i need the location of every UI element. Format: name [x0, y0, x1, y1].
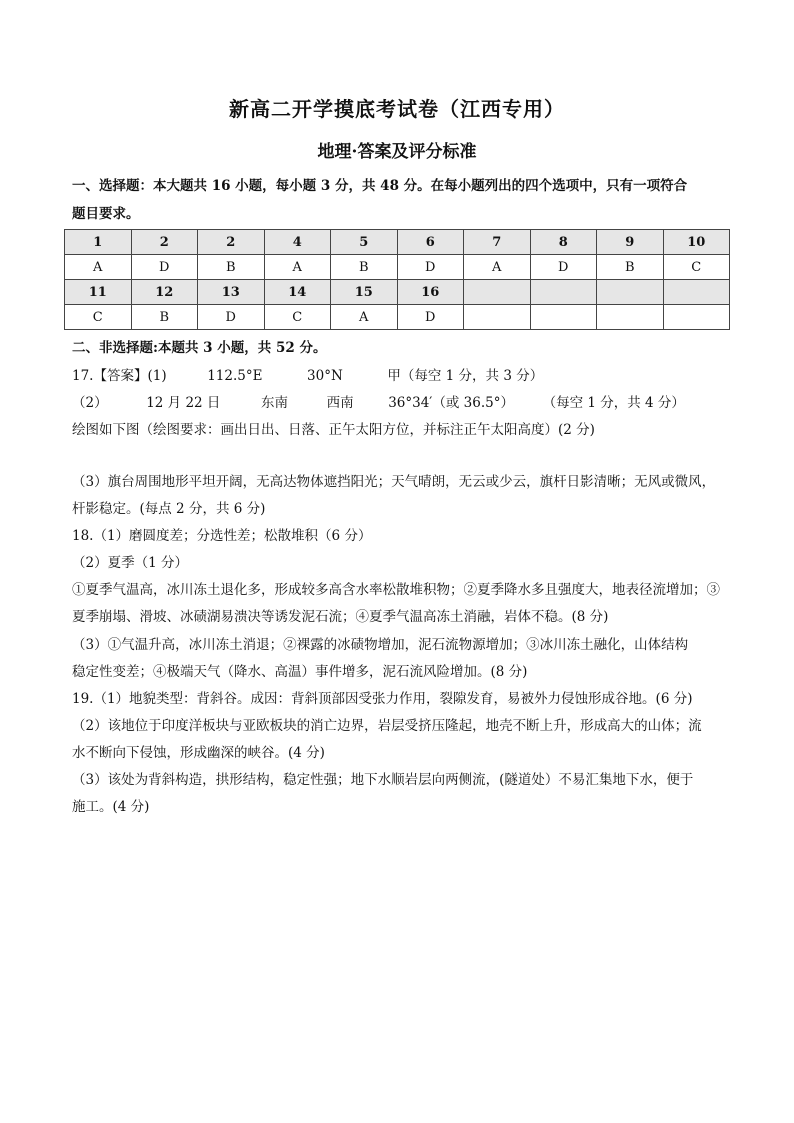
question-number-cell: 10	[663, 230, 730, 255]
q17-part1-longitude: 112.5°E	[207, 368, 263, 384]
q18-part2: （2）夏季（1 分）	[72, 555, 188, 571]
q17-part1-label: 17.【答案】(1)	[72, 368, 167, 384]
answer-cell: B	[597, 255, 664, 280]
q17-part2-date: 12 月 22 日	[146, 395, 221, 411]
q17-part1	[72, 364, 543, 384]
answer-cell: C	[663, 255, 730, 280]
answer-cell: C	[65, 305, 132, 330]
answer-cell	[663, 305, 730, 330]
q17-part2-sunrise-direction: 东南	[261, 395, 289, 411]
question-number-cell: 13	[198, 280, 265, 305]
answer-cell: D	[397, 305, 464, 330]
answer-cell	[530, 305, 597, 330]
document-subtitle: 地理·答案及评分标准	[317, 142, 477, 162]
section1-instructions-line1: 一、选择题：本大题共 16 小题，每小题 3 分，共 48 分。在每小题列出的四个选项中，只有一项符合	[72, 178, 688, 194]
q19-part3-line2: 施工。(4 分)	[72, 799, 150, 815]
answer-cell: B	[198, 255, 265, 280]
answer-table-answer-row	[65, 305, 730, 330]
question-number-cell: 7	[464, 230, 531, 255]
answer-table-answer-row	[65, 255, 730, 280]
answer-cell: C	[264, 305, 331, 330]
answer-cell: D	[131, 255, 198, 280]
q17-part3-line1: （3）旗台周围地形平坦开阔，无高达物体遮挡阳光；天气晴朗，无云或少云，旗杆日影清晰；无风或微风，	[72, 474, 716, 490]
answer-cell: B	[131, 305, 198, 330]
answer-cell: A	[464, 255, 531, 280]
question-number-cell: 6	[397, 230, 464, 255]
q19-part2-line1: （2）该地位于印度洋板块与亚欧板块的消亡边界，岩层受挤压隆起，地壳不断上升，形成高大的山体；流	[72, 718, 702, 734]
q17-drawing-note: 绘图如下图（绘图要求：画出日出、日落、正午太阳方位，并标注正午太阳高度）(2 分)	[72, 422, 595, 438]
q17-part2-scoring: （每空 1 分，共 4 分）	[542, 395, 685, 411]
question-number-cell: 5	[331, 230, 398, 255]
question-number-cell: 15	[331, 280, 398, 305]
question-number-cell: 8	[530, 230, 597, 255]
question-number-cell: 2	[198, 230, 265, 255]
answer-table	[64, 229, 730, 330]
section1-instructions-line2: 题目要求。	[72, 206, 140, 222]
question-number-cell: 9	[597, 230, 664, 255]
question-number-cell: 1	[65, 230, 132, 255]
answer-cell: A	[264, 255, 331, 280]
q17-part2-label: （2）	[72, 395, 108, 411]
question-number-cell: 2	[131, 230, 198, 255]
q18-part2-line1: ①夏季气温高，冰川冻土退化多，形成较多高含水率松散堆积物；②夏季降水多且强度大，地表径流增加；③	[72, 582, 720, 598]
question-number-cell: 14	[264, 280, 331, 305]
q18-part3-line2: 稳定性变差；④极端天气（降水、高温）事件增多，泥石流风险增加。(8 分)	[72, 664, 528, 680]
answer-cell	[464, 305, 531, 330]
question-number-cell: 16	[397, 280, 464, 305]
q17-part1-answer: 甲（每空 1 分，共 3 分）	[387, 368, 544, 384]
document-title: 新高二开学摸底考试卷（江西专用）	[229, 97, 565, 121]
q19-part2-line2: 水不断向下侵蚀，形成幽深的峡谷。(4 分)	[72, 745, 325, 761]
question-number-cell: 4	[264, 230, 331, 255]
question-number-cell	[663, 280, 730, 305]
answer-table-number-row	[65, 230, 730, 255]
q17-part3-line2: 杆影稳定。(每点 2 分，共 6 分)	[72, 501, 266, 517]
answer-cell: A	[65, 255, 132, 280]
answer-cell: B	[331, 255, 398, 280]
question-number-cell	[464, 280, 531, 305]
answer-table-number-row	[65, 280, 730, 305]
question-number-cell: 12	[131, 280, 198, 305]
answer-cell: A	[331, 305, 398, 330]
q18-part1: 18.（1）磨圆度差；分选性差；松散堆积（6 分）	[72, 528, 372, 544]
q17-part1-latitude: 30°N	[307, 368, 343, 384]
question-number-cell	[530, 280, 597, 305]
q18-part2-line2: 夏季崩塌、滑坡、冰碛湖易溃决等诱发泥石流；④夏季气温高冻土消融，岩体不稳。(8 分)	[72, 609, 609, 625]
answer-cell: D	[530, 255, 597, 280]
question-number-cell	[597, 280, 664, 305]
q17-part2	[72, 391, 685, 411]
section2-heading: 二、非选择题:本题共 3 小题，共 52 分。	[72, 340, 327, 356]
q17-part2-sunset-direction: 西南	[326, 395, 354, 411]
q18-part3-line1: （3）①气温升高，冰川冻土消退；②裸露的冰碛物增加，泥石流物源增加；③冰川冻土融化，山体结构	[72, 637, 689, 653]
question-number-cell: 11	[65, 280, 132, 305]
answer-cell: D	[198, 305, 265, 330]
answer-cell	[597, 305, 664, 330]
q17-part2-sun-altitude: 36°34′（或 36.5°）	[388, 395, 514, 411]
q19-part1: 19.（1）地貌类型：背斜谷。成因：背斜顶部因受张力作用，裂隙发育，易被外力侵蚀形成谷地。(6 分)	[72, 691, 693, 707]
q19-part3-line1: （3）该处为背斜构造，拱形结构，稳定性强；地下水顺岩层向两侧流，(隧道处）不易汇集地下水，便于	[72, 772, 694, 788]
answer-cell: D	[397, 255, 464, 280]
